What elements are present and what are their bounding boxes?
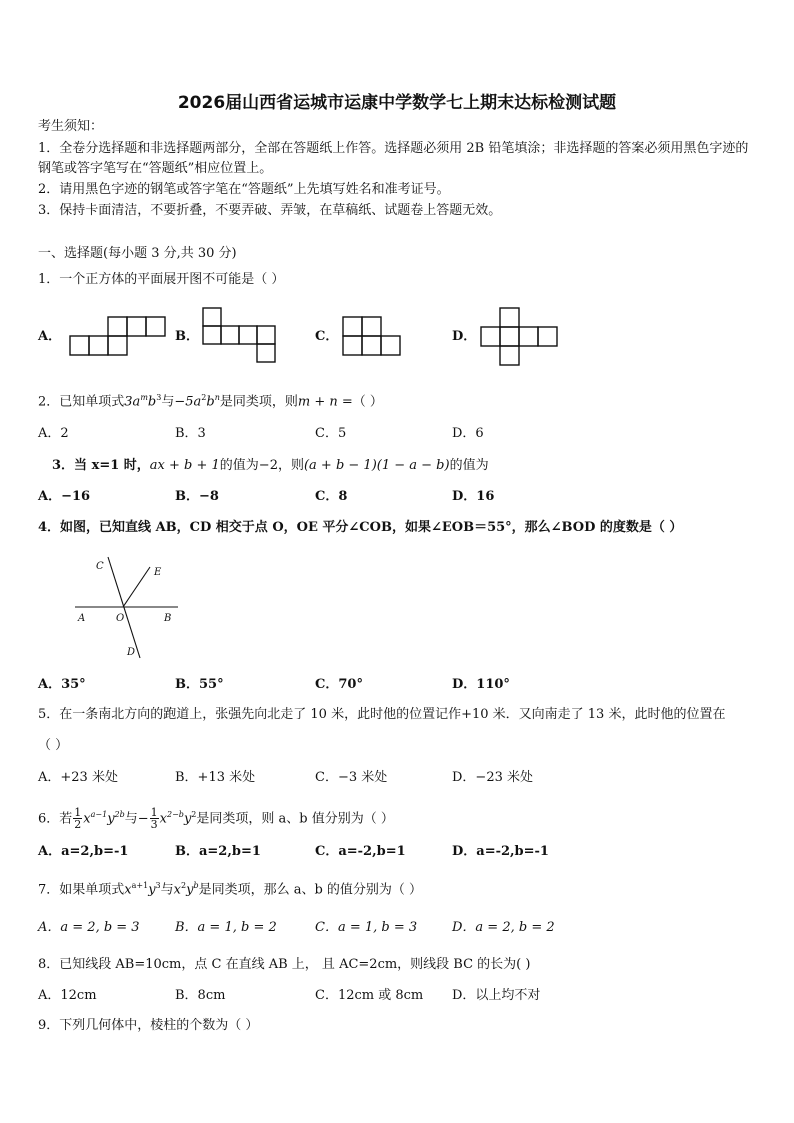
notice-item-2: 2．请用黑色字迹的钢笔或答字笔在“答题纸”上先填写姓名和准考证号。 — [38, 182, 450, 197]
q1-option-c-label: C． — [315, 329, 339, 344]
fraction-third: $\frac{1}{3}$ — [150, 806, 158, 832]
q4-option-d: D．110° — [452, 677, 510, 692]
q1-option-b-label: B． — [175, 329, 199, 344]
q2-option-a: A．2 — [38, 426, 69, 441]
q2-option-b: B．3 — [175, 426, 206, 441]
fig-label-o: O — [116, 613, 125, 624]
q7-option-d: D．a = 2, b = 2 — [452, 920, 555, 935]
question-6-stem: 6．若 $\frac{1}{2}$ $x^{a-1}y^{2b}$与− $\frac{1}{3}$ $x^{2-b}y^2$是同类项，则 a、b 值分别为（ ） — [38, 806, 394, 832]
notice-item-1: 1．全卷分选择题和非选择题两部分，全部在答题纸上作答。选择题必须用 2B 铅笔填涂；非选择题的答案必须用黑色字迹的钢笔或答字笔写在“答题纸”相应位置上。 — [38, 141, 749, 176]
notice-heading: 考生须知： — [38, 119, 104, 134]
intersecting-lines-figure — [70, 555, 190, 665]
fig-label-e: E — [154, 567, 162, 578]
cube-net-d — [480, 306, 562, 368]
q8-option-b: B．8cm — [175, 988, 226, 1003]
question-3-stem: 3．当 x=1 时，ax + b + 1的值为−2，则(a + b − 1)(1 − a − b)的值为 — [52, 458, 489, 473]
q4-option-a: A．35° — [38, 677, 86, 692]
cube-net-c — [341, 315, 411, 357]
section-heading: 一、选择题(每小题 3 分,共 30 分) — [38, 246, 237, 261]
question-4-stem: 4．如图，已知直线 AB，CD 相交于点 O，OE 平分∠COB，如果∠EOB＝55°，那么∠BOD 的度数是（ ） — [38, 520, 683, 535]
q2-option-c: C．5 — [315, 426, 347, 441]
q7-option-a: A．a = 2, b = 3 — [38, 920, 140, 935]
q6-option-a: A．a=2,b=-1 — [38, 844, 129, 859]
q4-option-c: C．70° — [315, 677, 363, 692]
question-1-stem: 1．一个正方体的平面展开图不可能是（ ） — [38, 272, 285, 287]
q8-option-a: A．12cm — [38, 988, 97, 1003]
q5-option-b: B．+13 米处 — [175, 770, 256, 785]
q5-option-d: D．−23 米处 — [452, 770, 533, 785]
q2-option-d: D．6 — [452, 426, 484, 441]
question-5-stem-line1: 5．在一条南北方向的跑道上，张强先向北走了 10 米，此时他的位置记作+10 米．又向南走了 13 米，此时他的位置在 — [38, 707, 726, 722]
page-title: 2026届山西省运城市运康中学数学七上期末达标检测试题 — [177, 93, 617, 113]
question-2-stem: 2．已知单项式$3a^mb^3$与$-5a^2b^n$是同类项，则m + n =（ ） — [38, 393, 383, 410]
fig-label-b: B — [164, 613, 172, 624]
q6-option-d: D．a=-2,b=-1 — [452, 844, 549, 859]
q7-option-c: C．a = 1, b = 3 — [315, 920, 418, 935]
q8-option-c: C．12cm 或 8cm — [315, 988, 424, 1003]
question-8-stem: 8．已知线段 AB=10cm，点 C 在直线 AB 上， 且 AC=2cm，则线段 BC 的长为( ) — [38, 957, 531, 972]
q3-option-d: D．16 — [452, 489, 495, 504]
q5-option-c: C．−3 米处 — [315, 770, 388, 785]
q6-option-b: B．a=2,b=1 — [175, 844, 261, 859]
fig-label-c: C — [96, 561, 104, 572]
q3-option-b: B．−8 — [175, 489, 219, 504]
question-9-stem: 9．下列几何体中，棱柱的个数为（ ） — [38, 1018, 259, 1033]
question-7-stem: 7．如果单项式$x^{a+1}y^3$与$x^2y^b$是同类项，那么 a、b 的值分别为（ ） — [38, 881, 423, 898]
q3-option-a: A．−16 — [38, 489, 91, 504]
notice-item-3: 3．保持卡面清洁，不要折叠，不要弄破、弄皱，在草稿纸、试题卷上答题无效。 — [38, 203, 502, 218]
q7-option-b: B．a = 1, b = 2 — [175, 920, 277, 935]
fig-label-a: A — [78, 613, 86, 624]
cube-net-a — [70, 315, 170, 357]
q5-option-a: A．+23 米处 — [38, 770, 118, 785]
q1-option-a-label: A． — [38, 329, 62, 344]
q1-option-d-label: D． — [452, 329, 477, 344]
q4-option-b: B．55° — [175, 677, 224, 692]
question-5-stem-line2: （ ） — [38, 738, 69, 753]
q6-option-c: C．a=-2,b=1 — [315, 844, 406, 859]
q3-option-c: C．8 — [315, 489, 348, 504]
fig-label-d: D — [127, 647, 136, 658]
fraction-half: $\frac{1}{2}$ — [74, 806, 82, 832]
q8-option-d: D．以上均不对 — [452, 988, 541, 1003]
cube-net-b — [203, 306, 283, 366]
